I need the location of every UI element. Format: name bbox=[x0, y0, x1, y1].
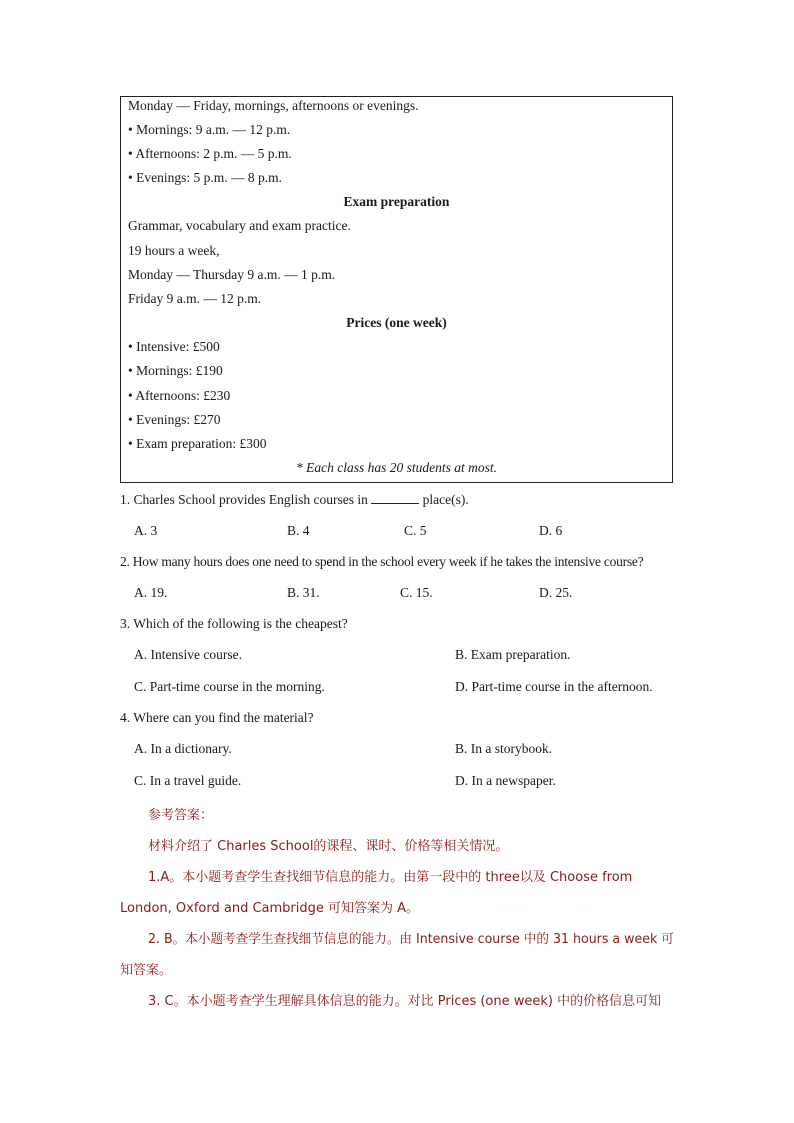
price-afternoons: • Afternoons: £230 bbox=[128, 388, 231, 403]
exam-friday-line: Friday 9 a.m. — 12 p.m. bbox=[128, 291, 262, 306]
q3-option-b: B. Exam preparation. bbox=[455, 647, 571, 662]
q2-option-b: B. 31. bbox=[287, 585, 320, 600]
q1-option-b: B. 4 bbox=[287, 523, 310, 538]
answer-2-line-1: 2. B。本小题考查学生查找细节信息的能力。由 Intensive course 中的 31 hours a week 可 bbox=[148, 932, 674, 947]
question-4-stem: 4. Where can you find the material? bbox=[120, 710, 314, 725]
exam-preparation-heading: Exam preparation bbox=[343, 194, 450, 209]
q3-option-a: A. Intensive course. bbox=[134, 647, 242, 662]
exam-content-line: Grammar, vocabulary and exam practice. bbox=[128, 218, 351, 233]
q1-option-a: A. 3 bbox=[134, 523, 158, 538]
q3-option-c: C. Part-time course in the morning. bbox=[134, 679, 325, 694]
q1-option-d: D. 6 bbox=[539, 523, 563, 538]
q2-option-d: D. 25. bbox=[539, 585, 573, 600]
afternoons-line: • Afternoons: 2 p.m. — 5 p.m. bbox=[128, 146, 292, 161]
price-exam-preparation: • Exam preparation: £300 bbox=[128, 436, 267, 451]
q4-option-c: C. In a travel guide. bbox=[134, 773, 242, 788]
q2-option-c: C. 15. bbox=[400, 585, 433, 600]
exam-weekdays-line: Monday — Thursday 9 a.m. — 1 p.m. bbox=[128, 267, 336, 282]
answer-1-line-1: 1.A。本小题考查学生查找细节信息的能力。由第一段中的 three以及 Choose from bbox=[148, 870, 633, 885]
price-mornings: • Mornings: £190 bbox=[128, 363, 223, 378]
q2-option-a: A. 19. bbox=[134, 585, 168, 600]
q1-option-c: C. 5 bbox=[404, 523, 427, 538]
q4-option-a: A. In a dictionary. bbox=[134, 741, 232, 756]
q3-option-d: D. Part-time course in the afternoon. bbox=[455, 679, 653, 694]
question-1-stem-before: 1. Charles School provides English courses in bbox=[120, 492, 372, 507]
mornings-line: • Mornings: 9 a.m. — 12 p.m. bbox=[128, 122, 291, 137]
question-1-stem-after: place(s). bbox=[419, 492, 469, 507]
price-intensive: • Intensive: £500 bbox=[128, 339, 220, 354]
answer-key-heading: 参考答案： bbox=[148, 808, 214, 823]
question-3-stem: 3. Which of the following is the cheapest? bbox=[120, 616, 348, 631]
exam-hours-line: 19 hours a week, bbox=[128, 243, 220, 258]
answer-key-intro: 材料介绍了 Charles School的课程、课时、价格等相关情况。 bbox=[148, 839, 509, 854]
answer-2-line-2: 知答案。 bbox=[120, 963, 173, 978]
evenings-line: • Evenings: 5 p.m. — 8 p.m. bbox=[128, 170, 282, 185]
answer-blank bbox=[371, 492, 419, 504]
class-size-note: * Each class has 20 students at most. bbox=[296, 460, 497, 475]
material-box bbox=[120, 96, 673, 483]
q4-option-b: B. In a storybook. bbox=[455, 741, 553, 756]
question-2-stem: 2. How many hours does one need to spend in the school every week if he takes the intensive course? bbox=[120, 554, 644, 569]
question-1 bbox=[120, 492, 469, 508]
prices-heading: Prices (one week) bbox=[346, 315, 447, 330]
price-evenings: • Evenings: £270 bbox=[128, 412, 221, 427]
schedule-line: Monday — Friday, mornings, afternoons or evenings. bbox=[128, 98, 419, 113]
answer-3-line-1: 3. C。本小题考查学生理解具体信息的能力。对比 Prices (one week) 中的价格信息可知 bbox=[148, 994, 662, 1009]
q4-option-d: D. In a newspaper. bbox=[455, 773, 556, 788]
answer-1-line-2: London, Oxford and Cambridge 可知答案为 A。 bbox=[120, 901, 420, 916]
